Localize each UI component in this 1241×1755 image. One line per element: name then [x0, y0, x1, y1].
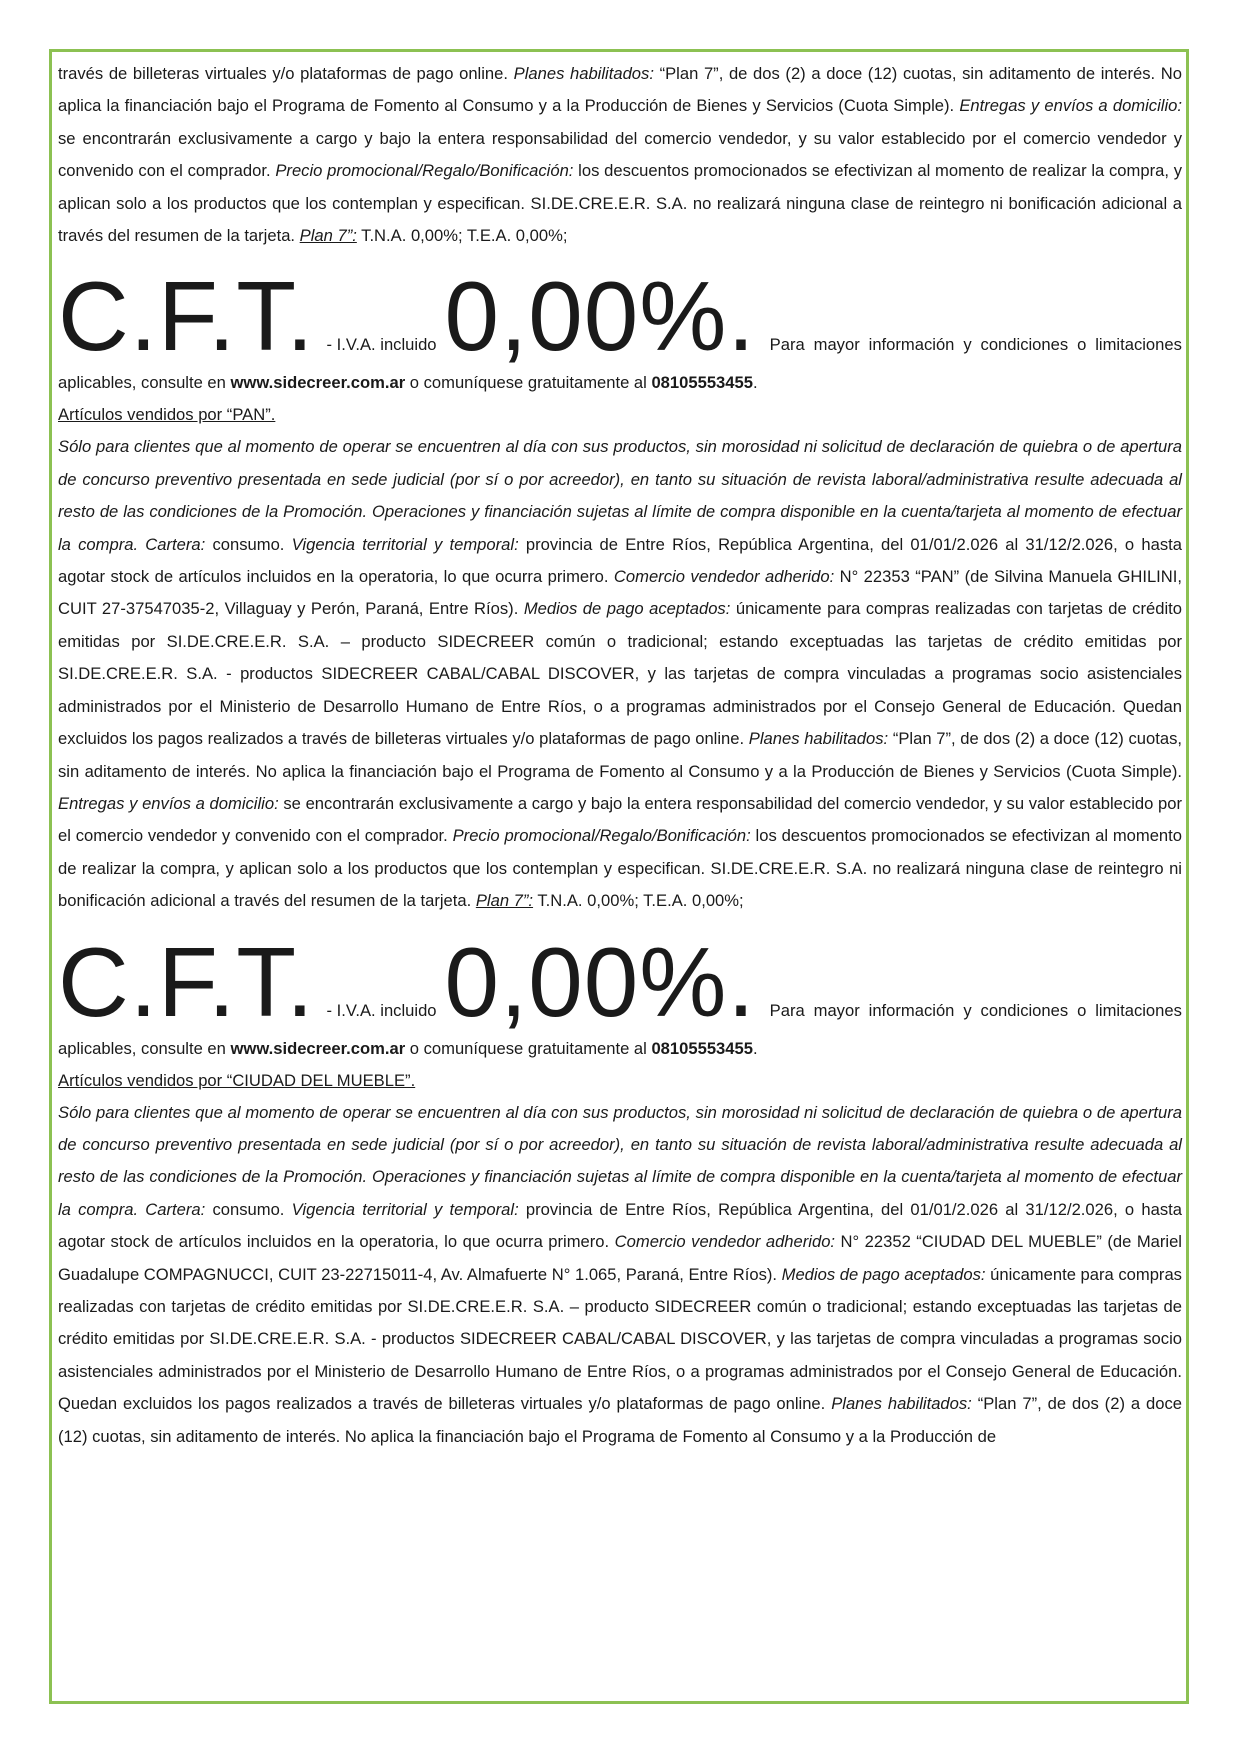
- cft-value: 0,00%.: [444, 261, 756, 372]
- cft-more-info-text: Para mayor información y condiciones o limitaciones: [769, 1000, 1182, 1020]
- phone-number: 08105553455: [651, 373, 753, 393]
- section-heading-ciudad-del-mueble: Artículos vendidos por “CIUDAD DEL MUEBLE”.: [58, 1070, 416, 1090]
- cft-label: C.F.T.: [58, 926, 315, 1037]
- section-heading-pan: Artículos vendidos por “PAN”.: [58, 405, 276, 425]
- terms-paragraph-ciudad-del-mueble: Sólo para clientes que al momento de operar se encuentren al día con sus productos, sin morosidad ni solicitud de declaración de quiebra o de apertura de concurso preventivo presentada en sede judicial (por sí o por acreedor), en tanto su situación de revista laboral/administrativa resulte adecuada al resto de las condiciones de la Promoción. Operaciones y financiación sujetas al límite de compra disponible en la cuenta/tarjeta al momento de efectuar la compra. Cartera: consumo. Vigencia territorial y temporal: provincia de Entre Ríos, República Argentina, del 01/01/2.026 al 31/12/2.026, o hasta agotar stock de artículos incluidos en la operatoria, lo que ocurra primero. Comercio vendedor adherido: N° 22352 “CIUDAD DEL MUEBLE” (de Mariel Guadalupe COMPAGNUCCI, CUIT 23-22715011-4, Av. Almafuerte N° 1.065, Paraná, Entre Ríos). Medios de pago aceptados: únicamente para compras realizadas con tarjetas de crédito emitidas por SI.DE.CRE.E.R. S.A. – producto SIDECREER común o tradicional; estando exceptuadas las tarjetas de crédito emitidas por SI.DE.CRE.E.R. S.A. - productos SIDECREER CABAL/CABAL DISCOVER, y las tarjetas de compra vinculadas a programas socio asistenciales administrados por el Ministerio de Desarrollo Humano de Entre Ríos, o a programas administrados por el Consejo General de Educación. Quedan excluidos los pagos realizados a través de billeteras virtuales y/o plataformas de pago online. Planes habilitados: “Plan 7”, de dos (2) a doce (12) cuotas, sin aditamento de interés. No aplica la financiación bajo el Programa de Fomento al Consumo y a la Producción de: [58, 1102, 1183, 1446]
- contact-line: aplicables, consulte en www.sidecreer.com.ar o comuníquese gratuitamente al 08105553455.: [58, 1038, 758, 1058]
- cft-disclosure-line: [58, 926, 1182, 1037]
- website-link[interactable]: www.sidecreer.com.ar: [230, 373, 406, 393]
- cft-iva-note: - I.V.A. incluido: [326, 335, 437, 355]
- document-body: [58, 58, 1182, 1453]
- terms-paragraph-continued: través de billeteras virtuales y/o plataformas de pago online. Planes habilitados: “Plan 7”, de dos (2) a doce (12) cuotas, sin aditamento de interés. No aplica la financiación bajo el Programa de Fomento al Consumo y a la Producción de Bienes y Servicios (Cuota Simple). Entregas y envíos a domicilio: se encontrarán exclusivamente a cargo y bajo la entera responsabilidad del comercio vendedor, y su valor establecido por el comercio vendedor y convenido con el comprador. Precio promocional/Regalo/Bonificación: los descuentos promocionados se efectivizan al momento de realizar la compra, y aplican solo a los productos que los contemplan y especifican. SI.DE.CRE.E.R. S.A. no realizará ninguna clase de reintegro ni bonificación adicional a través del resumen de la tarjeta. Plan 7”: T.N.A. 0,00%; T.E.A. 0,00%;: [58, 64, 1183, 246]
- cft-iva-note: - I.V.A. incluido: [326, 1000, 437, 1020]
- terms-paragraph-pan: Sólo para clientes que al momento de operar se encuentren al día con sus productos, sin morosidad ni solicitud de declaración de quiebra o de apertura de concurso preventivo presentada en sede judicial (por sí o por acreedor), en tanto su situación de revista laboral/administrativa resulte adecuada al resto de las condiciones de la Promoción. Operaciones y financiación sujetas al límite de compra disponible en la cuenta/tarjeta al momento de efectuar la compra. Cartera: consumo. Vigencia territorial y temporal: provincia de Entre Ríos, República Argentina, del 01/01/2.026 al 31/12/2.026, o hasta agotar stock de artículos incluidos en la operatoria, lo que ocurra primero. Comercio vendedor adherido: N° 22353 “PAN” (de Silvina Manuela GHILINI, CUIT 27-37547035-2, Villaguay y Perón, Paraná, Entre Ríos). Medios de pago aceptados: únicamente para compras realizadas con tarjetas de crédito emitidas por SI.DE.CRE.E.R. S.A. – producto SIDECREER común o tradicional; estando exceptuadas las tarjetas de crédito emitidas por SI.DE.CRE.E.R. S.A. - productos SIDECREER CABAL/CABAL DISCOVER, y las tarjetas de compra vinculadas a programas socio asistenciales administrados por el Ministerio de Desarrollo Humano de Entre Ríos, o a programas administrados por el Consejo General de Educación. Quedan excluidos los pagos realizados a través de billeteras virtuales y/o plataformas de pago online. Planes habilitados: “Plan 7”, de dos (2) a doce (12) cuotas, sin aditamento de interés. No aplica la financiación bajo el Programa de Fomento al Consumo y a la Producción de Bienes y Servicios (Cuota Simple). Entregas y envíos a domicilio: se encontrarán exclusivamente a cargo y bajo la entera responsabilidad del comercio vendedor, y su valor establecido por el comercio vendedor y convenido con el comprador. Precio promocional/Regalo/Bonificación: los descuentos promocionados se efectivizan al momento de realizar la compra, y aplican solo a los productos que los contemplan y especifican. SI.DE.CRE.E.R. S.A. no realizará ninguna clase de reintegro ni bonificación adicional a través del resumen de la tarjeta. Plan 7”: T.N.A. 0,00%; T.E.A. 0,00%;: [58, 437, 1183, 911]
- website-link[interactable]: www.sidecreer.com.ar: [230, 1038, 406, 1058]
- phone-number: 08105553455: [651, 1038, 753, 1058]
- cft-value: 0,00%.: [444, 926, 756, 1037]
- cft-disclosure-line: [58, 261, 1182, 372]
- cft-label: C.F.T.: [58, 261, 315, 372]
- cft-more-info-text: Para mayor información y condiciones o limitaciones: [769, 335, 1182, 355]
- contact-line: aplicables, consulte en www.sidecreer.com.ar o comuníquese gratuitamente al 08105553455.: [58, 373, 758, 393]
